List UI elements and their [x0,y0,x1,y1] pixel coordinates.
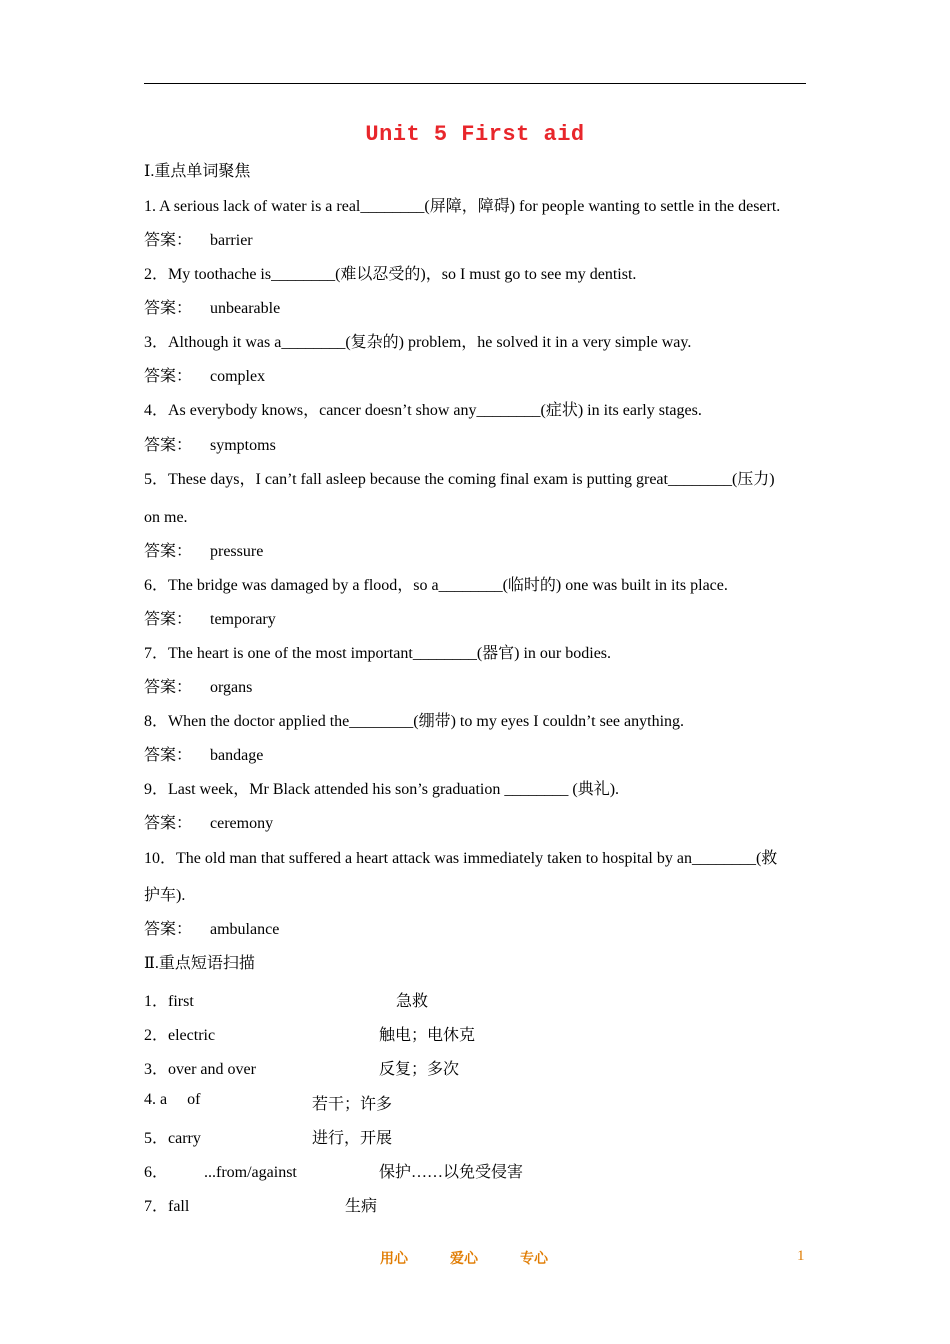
phrase-4-meaning: 若干；许多 [312,1096,393,1113]
phrase-1: 1．first [144,993,194,1010]
phrase-6: 6． ...from/against [144,1164,297,1181]
phrase-7: 7．fall [144,1198,190,1215]
question-2: 2．My toothache is________(难以忍受的)，so I must go to see my dentist. [144,266,637,283]
question-10-continued: 护车). [144,887,186,904]
page-number: 1 [797,1248,805,1264]
phrase-1-meaning: 急救 [396,993,429,1010]
page-title: Unit 5 First aid [365,122,585,147]
section-heading-words: Ⅰ.重点单词聚焦 [144,163,251,180]
question-10: 10．The old man that suffered a heart attack was immediately taken to hospital by an________(救 [144,850,778,867]
answer-label: 答案： [144,232,193,249]
page-footer [380,1248,590,1268]
question-8: 8．When the doctor applied the________(绷带) to my eyes I couldn’t see anything. [144,713,685,730]
answer-value: barrier [210,232,253,249]
question-6: 6．The bridge was damaged by a flood，so a________(临时的) one was built in its place. [144,577,728,594]
answer-label: 答案： [144,543,193,560]
question-1: 1. A serious lack of water is a real________(屏障，障碍) for people wanting to settle in the desert. [144,198,781,215]
answer-label: 答案： [144,611,193,628]
answer-5 [144,542,263,562]
answer-label: 答案： [144,815,193,832]
answer-value: complex [210,368,266,385]
phrase-2: 2．electric [144,1027,216,1044]
question-9: 9．Last week，Mr Black attended his son’s graduation ________ (典礼). [144,781,620,798]
footer-text-1: 用心 [380,1251,408,1267]
answer-label: 答案： [144,921,193,938]
answer-value: temporary [210,611,276,628]
phrase-2-meaning: 触电；电休克 [379,1027,476,1044]
phrase-3: 3．over and over [144,1061,256,1078]
phrase-6-meaning: 保护……以免受侵害 [379,1164,524,1181]
answer-value: unbearable [210,300,281,317]
answer-label: 答案： [144,300,193,317]
question-5-continued: on me. [144,509,188,526]
footer-text-3: 专心 [520,1251,548,1267]
answer-4 [144,436,276,456]
question-4: 4．As everybody knows，cancer doesn’t show any________(症状) in its early stages. [144,402,702,419]
question-5: 5．These days，I can’t fall asleep because the coming final exam is putting great________(压力) [144,471,775,488]
answer-8 [144,746,263,766]
question-3: 3．Although it was a________(复杂的) problem，he solved it in a very simple way. [144,334,692,351]
answer-value: ceremony [210,815,274,832]
footer-text-2: 爱心 [450,1251,478,1267]
phrase-3-meaning: 反复；多次 [379,1061,460,1078]
answer-value: symptoms [210,437,276,454]
answer-1 [144,231,253,251]
answer-10 [144,920,279,940]
answer-value: bandage [210,747,264,764]
answer-6 [144,610,276,630]
answer-9 [144,814,273,834]
phrase-7-meaning: 生病 [345,1198,378,1215]
answer-label: 答案： [144,747,193,764]
question-7: 7．The heart is one of the most important________(器官) in our bodies. [144,645,612,662]
answer-value: organs [210,679,253,696]
section-heading-phrases: Ⅱ.重点短语扫描 [144,955,255,972]
answer-2 [144,299,280,319]
phrase-5-meaning: 进行，开展 [312,1130,393,1147]
answer-value: ambulance [210,921,280,938]
answer-label: 答案： [144,679,193,696]
phrase-4: 4. a of [144,1091,201,1108]
answer-label: 答案： [144,437,193,454]
answer-7 [144,678,252,698]
answer-value: pressure [210,543,264,560]
header-rule [144,83,806,84]
answer-label: 答案： [144,368,193,385]
phrase-5: 5．carry [144,1130,201,1147]
answer-3 [144,367,265,387]
